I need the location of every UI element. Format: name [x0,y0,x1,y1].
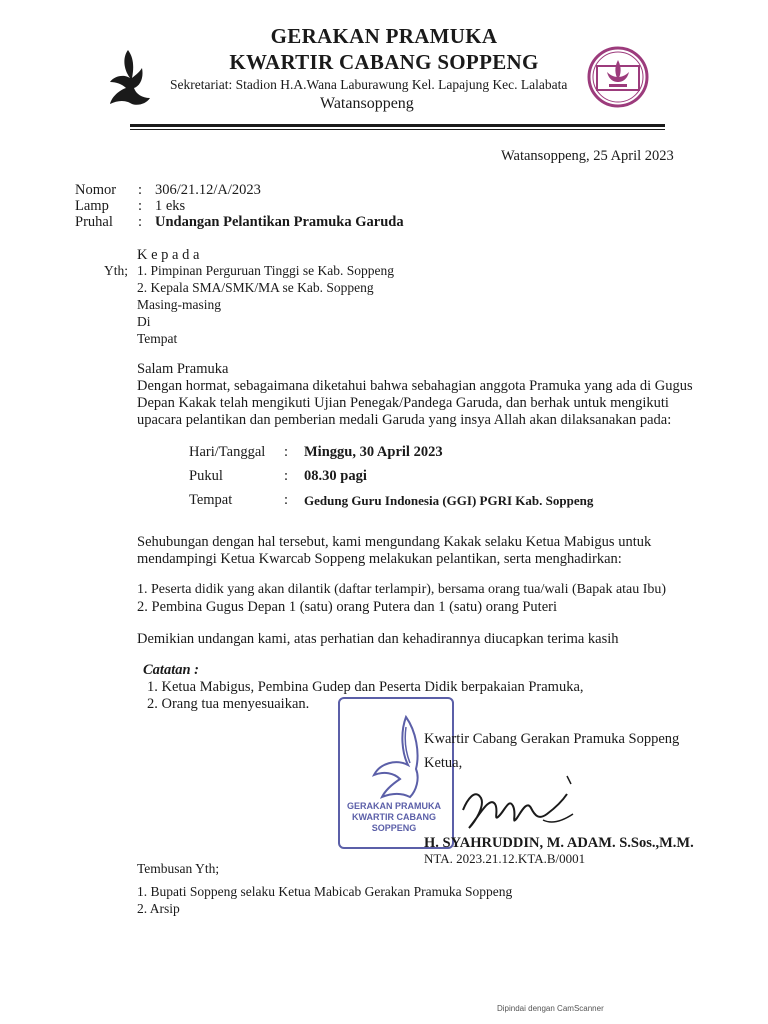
recipient-line-5: Tempat [137,331,178,346]
meta-perihal-value: Undangan Pelantikan Pramuka Garuda [155,214,404,230]
meta-perihal-sep: : [138,214,143,230]
list-item-1: 1. Peserta didik yang akan dilantik (daftar terlampir), bersama orang tua/wali (Bapak atau Ibu) [137,582,667,597]
meta-nomor-sep: : [138,182,143,198]
signature-name: H. SYAHRUDDIN, M. ADAM. S.Sos.,M.M. [424,835,694,851]
greeting: Salam Pramuka [137,361,229,377]
schedule-date-label: Hari/Tanggal [189,444,266,460]
meta-lamp-label: Lamp [75,198,109,214]
schedule-time-sep: : [284,468,289,484]
signature-role: Ketua, [424,755,463,771]
recipient-line-3: Masing-masing [137,297,221,312]
stamp-text [340,801,448,834]
org-name-line2: KWARTIR CABANG SOPPENG [229,50,539,74]
schedule-place-label: Tempat [189,492,233,508]
signature-org: Kwartir Cabang Gerakan Pramuka Soppeng [424,731,680,747]
handwritten-signature [455,770,585,840]
letterhead-city: Watansoppeng [320,95,414,112]
meta-lamp-value: 1 eks [155,198,186,214]
schedule-date-sep: : [284,444,289,460]
letterhead-rule-thin [130,129,665,130]
closing-sentence: Demikian undangan kami, atas perhatian dan kehadirannya diucapkan terima kasih [137,631,619,647]
meta-nomor-value: 306/21.12/A/2023 [155,182,261,198]
stamp-text-line-3: SOPPENG [371,823,417,833]
stamp-text-line-1: GERAKAN PRAMUKA [347,801,441,811]
pramuka-emblem-icon [587,46,649,108]
org-name-line1: GERAKAN PRAMUKA [270,24,498,48]
tembusan-title: Tembusan Yth; [137,861,220,876]
schedule-place-sep: : [284,492,289,508]
tembusan-item-1: 1. Bupati Soppeng selaku Ketua Mabicab Gerakan Pramuka Soppeng [137,884,513,899]
meta-perihal-label: Pruhal [75,214,113,230]
meta-lamp-sep: : [138,198,143,214]
recipient-line-1: 1. Pimpinan Perguruan Tinggi se Kab. Soppeng [137,263,395,278]
tembusan-item-2: 2. Arsip [137,901,180,916]
letter-date: Watansoppeng, 25 April 2023 [501,148,674,164]
letterhead-rule-thick [130,124,665,127]
schedule-place-value: Gedung Guru Indonesia (GGI) PGRI Kab. Soppeng [304,493,594,508]
schedule-date-value: Minggu, 30 April 2023 [304,444,443,460]
recipient-line-2: 2. Kepala SMA/SMK/MA se Kab. Soppeng [137,280,374,295]
intro-line-3: upacara pelantikan dan pemberian medali Garuda yang insya Allah akan dilaksanakan pada: [137,412,672,428]
stamp-text-line-2: KWARTIR CABANG [352,812,436,822]
catatan-title: Catatan : [143,662,199,678]
meta-nomor-label: Nomor [75,182,117,198]
catatan-item-2: 2. Orang tua menyesuaikan. [147,696,310,712]
recipient-yth: Yth; [104,263,129,278]
schedule-time-value: 08.30 pagi [304,468,367,484]
intro-line-2: Depan Kakak telah mengikuti Ujian Penegak/Pandega Garuda, dan berhak untuk mengikuti [137,395,669,411]
recipient-kepada: K e p a d a [137,247,200,263]
catatan-item-1: 1. Ketua Mabigus, Pembina Gudep dan Peserta Didik berpakaian Pramuka, [147,679,584,695]
recipient-line-4: Di [137,314,151,329]
intro-line-1: Dengan hormat, sebagaimana diketahui bahwa sebahagian anggota Pramuka yang ada di Gugus [137,378,693,394]
para2-line-1: Sehubungan dengan hal tersebut, kami mengundang Kakak selaku Ketua Mabigus untuk [137,534,652,550]
signature-nta: NTA. 2023.21.12.KTA.B/0001 [424,851,586,866]
schedule-time-label: Pukul [189,468,223,484]
list-item-2: 2. Pembina Gugus Depan 1 (satu) orang Putera dan 1 (satu) orang Puteri [137,599,557,615]
para2-line-2: mendampingi Ketua Kwarcab Soppeng melakukan pelantikan, serta menghadirkan: [137,551,622,567]
stamp-tunas-icon [366,713,426,799]
secretariat-address: Sekretariat: Stadion H.A.Wana Laburawung Kel. Lapajung Kec. Lalabata [170,77,568,92]
scanner-watermark: Dipindai dengan CamScanner [497,1004,604,1013]
